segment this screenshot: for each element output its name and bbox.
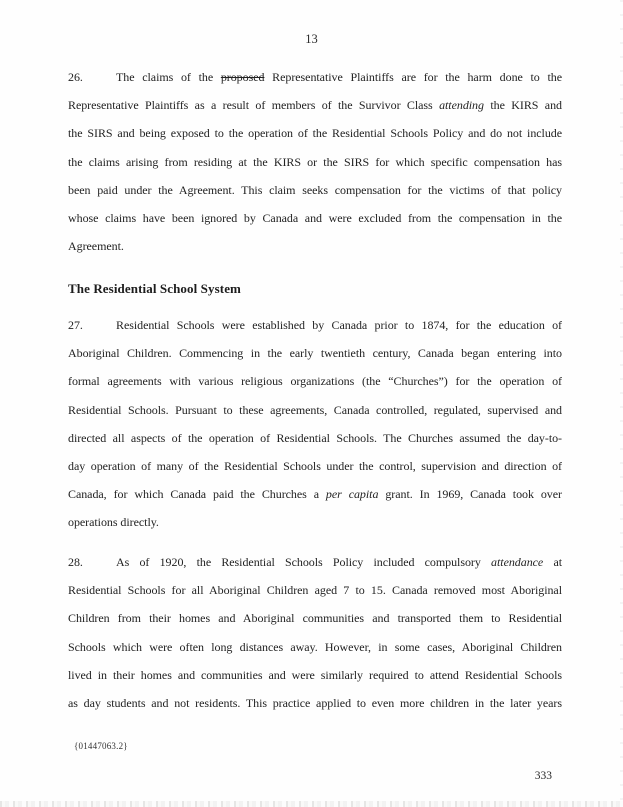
page-number-top: 13 [305,32,318,46]
text-line [68,232,562,260]
body-text: day operation of many of the Residential Schools under the control, supervision and direction of [68,458,562,473]
paragraph-27 [68,311,562,537]
text-line [68,548,562,576]
text-line [68,576,562,604]
body-text: as day students and not residents. This practice applied to even more children in the later years [68,695,562,710]
page-number-bottom: 333 [534,770,552,782]
body-text: lived in their homes and communities and were similarly required to attend Residential Schools [68,667,562,682]
text-line [68,148,562,176]
paragraph-28 [68,548,562,717]
body-text: been paid under the Agreement. This claim seeks compensation for the victims of that policy [68,182,562,197]
struck-text: proposed [220,70,265,84]
paragraph-number: 27. [68,318,83,332]
text-line [68,480,562,508]
body-text: the KIRS and [483,98,562,113]
body-text: Representative Plaintiffs as a result of members of the Survivor Class [68,98,440,113]
body-text: Residential Schools. Pursuant to these agreements, Canada controlled, regulated, supervised and [68,402,562,417]
body-text: Residential Schools for all Aboriginal Children aged 7 to 15. Canada removed most Aboriginal [68,583,562,598]
text-line [68,63,562,91]
paragraph-number: 28. [68,555,83,569]
text-line [68,396,562,424]
body-text: Children from their homes and Aboriginal communities and transported them to Residential [68,611,562,626]
text-line [68,424,562,452]
text-line [68,91,562,119]
italic-text: attending [439,98,484,113]
text-line [68,452,562,480]
body-text: Representative Plaintiffs are for the harm done to the [264,70,562,84]
text-line [68,339,562,367]
text-line [68,633,562,661]
body-text: Agreement. [68,239,124,254]
body-text: The claims of the [116,70,221,84]
body-text: Aboriginal Children. Commencing in the early twentieth century, Canada began entering into [68,346,562,361]
body-text: whose claims have been ignored by Canada and were excluded from the compensation in the [68,210,562,225]
scan-artifact-bottom-edge [0,801,623,807]
body-text: the claims arising from residing at the KIRS or the SIRS for which specific compensation has [68,154,562,169]
body-text: at [543,555,562,569]
text-line [68,604,562,632]
body-text: operations directly. [68,515,159,530]
body-text: Schools which were often long distances away. However, in some cases, Aboriginal Children [68,639,562,654]
text-line [68,508,562,536]
italic-text: per capita [325,487,379,502]
body-text: formal agreements with various religious organizations (the “Churches”) for the operation of [68,374,562,389]
body-text: the SIRS and being exposed to the operation of the Residential Schools Policy and do not include [68,126,562,141]
text-line [68,689,562,717]
text-line [68,661,562,689]
text-line [68,176,562,204]
body-text: directed all aspects of the operation of Residential Schools. The Churches assumed the day-to- [68,430,562,445]
body-text: As of 1920, the Residential Schools Policy included compulsory [116,555,492,569]
text-line [68,367,562,395]
text-line [68,119,562,147]
italic-text: attendance [491,555,544,569]
body-text: Canada, for which Canada paid the Churches a [68,487,326,502]
paragraph-number: 26. [68,70,83,84]
body-text: Residential Schools were established by Canada prior to 1874, for the education of [116,318,562,332]
body-text: grant. In 1969, Canada took over [378,487,562,502]
text-line [68,311,562,339]
text-line [68,204,562,232]
document-control-number: {01447063.2} [74,741,128,751]
section-heading: The Residential School System [68,281,241,296]
paragraph-26 [68,63,562,260]
